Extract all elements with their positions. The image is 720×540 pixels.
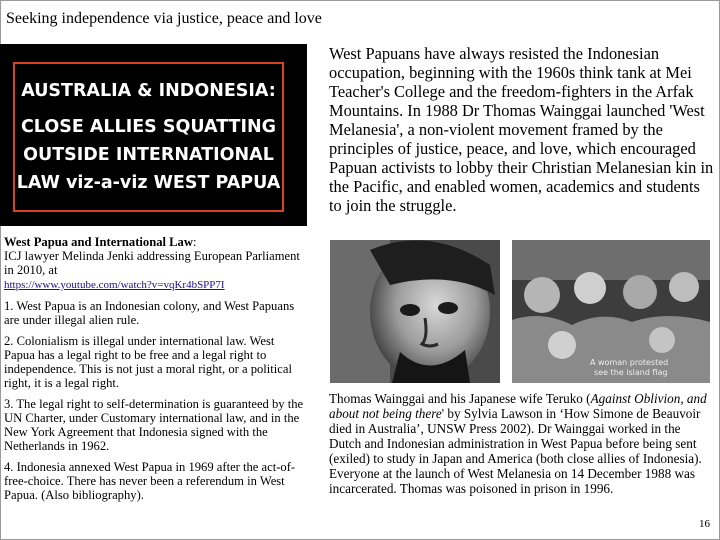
page-number: 16 <box>699 518 710 530</box>
law-section-heading: West Papua and International Law <box>4 235 193 249</box>
banner-line-1: AUSTRALIA & INDONESIA: <box>21 81 276 101</box>
law-section-intro-text: ICJ lawyer Melinda Jenki addressing European Parliament in 2010, at <box>4 249 300 277</box>
photo-overlay-line-2: see the island flag <box>594 368 668 377</box>
caption-part-2: ' by Sylvia Lawson in ‘How Simone de Beauvoir died in Australia’, UNSW Press 2002). Dr Wainggai worked in the Dutch and Indonesian administration in West Papua before being sent (exiled) to study in Japan and America (both close allies of Indonesia). Everyone at the launch of West Melanesia on 14 December 1988 was incarcerated. Thomas was poisoned in prison in 1996. <box>329 406 702 496</box>
slide-title: Seeking independence via justice, peace and love <box>6 10 322 27</box>
photo-crowd-image <box>512 240 710 383</box>
law-section-intro <box>4 235 306 292</box>
law-section-heading-colon: : <box>192 235 197 249</box>
law-point-1: 1. West Papua is an Indonesian colony, and West Papuans are under illegal alien rule. <box>4 299 295 327</box>
banner-box <box>13 62 284 212</box>
photo-thomas-wainggai <box>330 240 500 383</box>
photo-portrait-image <box>330 240 500 383</box>
law-section <box>4 235 306 509</box>
photo-overlay-line-1: A woman protested <box>590 358 669 367</box>
caption-part-1: Thomas Wainggai and his Japanese wife Teruko ( <box>329 391 591 406</box>
intro-paragraph: West Papuans have always resisted the Indonesian occupation, beginning with the 1960s think tank at Mei Teacher's College and the freedom-fighters in the Arfak Mountains. In 1988 Dr Thomas Wainggai launched 'West Melanesia', a non-violent movement framed by the principles of justice, peace, and love, which encouraged Papuan activists to lobby their Christian Melanesian kin in the Pacific, and enabled women, academics and students to join the struggle. <box>329 44 714 215</box>
caption-italic-title: Against Oblivion, and about not being there <box>329 391 707 421</box>
law-point-3: 3. The legal right to self-determination is guaranteed by the UN Charter, under Customary international law, and in the New York Agreement that Indonesia signed with the Netherlands in 1962. <box>4 397 304 453</box>
photo-teruko-crowd <box>512 240 710 383</box>
title-banner <box>0 44 307 226</box>
law-point-4: 4. Indonesia annexed West Papua in 1969 after the act-of-free-choice. There has never been a referendum in West Papua. (Also bibliography). <box>4 460 296 502</box>
law-point-2: 2. Colonialism is illegal under international law. West Papua has a legal right to be free and a legal right to independence. This is not just a moral right, or a political right, it is a legal right. <box>4 334 292 390</box>
youtube-link[interactable]: https://www.youtube.com/watch?v=vqKr4bSPP7I <box>4 279 225 291</box>
photo-caption <box>329 391 714 496</box>
banner-line-3: OUTSIDE INTERNATIONAL <box>23 145 274 165</box>
banner-line-2: CLOSE ALLIES SQUATTING <box>20 117 277 137</box>
banner-line-4: LAW viz-a-viz WEST PAPUA <box>16 173 281 193</box>
